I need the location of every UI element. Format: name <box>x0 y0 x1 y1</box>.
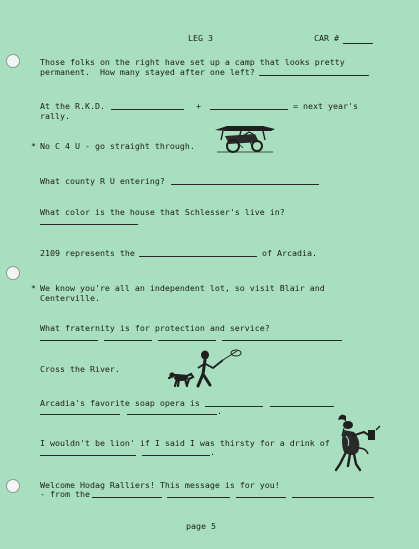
question-1-line-2: permanent. How many stayed after one left? <box>40 67 255 77</box>
binder-hole-top <box>6 54 20 68</box>
answer-5-blank[interactable] <box>40 224 138 225</box>
question-11-end: . <box>210 447 215 457</box>
answer-12a-blank[interactable] <box>92 497 162 498</box>
question-10-end: . <box>217 406 222 416</box>
goat-icon <box>330 412 386 474</box>
question-4: What county R U entering? <box>40 176 165 186</box>
answer-8a-blank[interactable] <box>40 340 98 341</box>
answer-1-blank[interactable] <box>259 75 369 76</box>
question-3: No C 4 U - go straight through. <box>40 141 195 151</box>
answer-6-blank[interactable] <box>139 256 257 257</box>
car-number-label: CAR # <box>314 33 339 43</box>
boy-with-net-and-dog-icon <box>165 348 243 392</box>
question-7-line-1: We know you're all an independent lot, so visit Blair and <box>40 283 325 293</box>
answer-10c-blank[interactable] <box>40 414 120 415</box>
question-5: What color is the house that Schlesser's live in? <box>40 207 285 217</box>
question-3-star: * <box>31 141 36 151</box>
binder-hole-middle <box>6 266 20 280</box>
binder-hole-bottom <box>6 479 20 493</box>
answer-2b-blank[interactable] <box>210 109 288 110</box>
question-2-suffix: = next year's <box>293 101 358 111</box>
question-2-plus: + <box>196 101 201 111</box>
answer-8c-blank[interactable] <box>158 340 216 341</box>
question-6-prefix: 2109 represents the <box>40 248 135 258</box>
question-7-star: * <box>31 283 36 293</box>
question-8: What fraternity is for protection and service? <box>40 323 270 333</box>
answer-11b-blank[interactable] <box>142 455 210 456</box>
answer-12d-blank[interactable] <box>292 497 374 498</box>
answer-8b-blank[interactable] <box>104 340 152 341</box>
question-7-line-2: Centerville. <box>40 293 100 303</box>
answer-4-blank[interactable] <box>171 184 319 185</box>
answer-12c-blank[interactable] <box>236 497 286 498</box>
question-6-suffix: of Arcadia. <box>262 248 317 258</box>
question-2-prefix: At the R.K.D. <box>40 101 105 111</box>
car-number-blank[interactable] <box>343 43 373 44</box>
answer-10a-blank[interactable] <box>205 406 263 407</box>
answer-10b-blank[interactable] <box>270 406 334 407</box>
answer-8d-blank[interactable] <box>222 340 342 341</box>
question-12-line-1: Welcome Hodag Ralliers! This message is for you! <box>40 480 280 490</box>
page-number: page 5 <box>186 521 216 531</box>
question-9: Cross the River. <box>40 364 120 374</box>
answer-10d-blank[interactable] <box>127 414 217 415</box>
question-11: I wouldn't be lion' if I said I was thirsty for a drink of <box>40 438 330 448</box>
answer-12b-blank[interactable] <box>167 497 230 498</box>
question-2-line-2: rally. <box>40 111 70 121</box>
question-1-line-1: Those folks on the right have set up a camp that looks pretty <box>40 57 345 67</box>
question-12-line-2: - from the <box>40 489 90 499</box>
tractor-icon <box>213 122 277 154</box>
answer-11a-blank[interactable] <box>40 455 136 456</box>
leg-title: LEG 3 <box>188 33 213 43</box>
answer-2a-blank[interactable] <box>111 109 184 110</box>
question-10: Arcadia's favorite soap opera is <box>40 398 200 408</box>
